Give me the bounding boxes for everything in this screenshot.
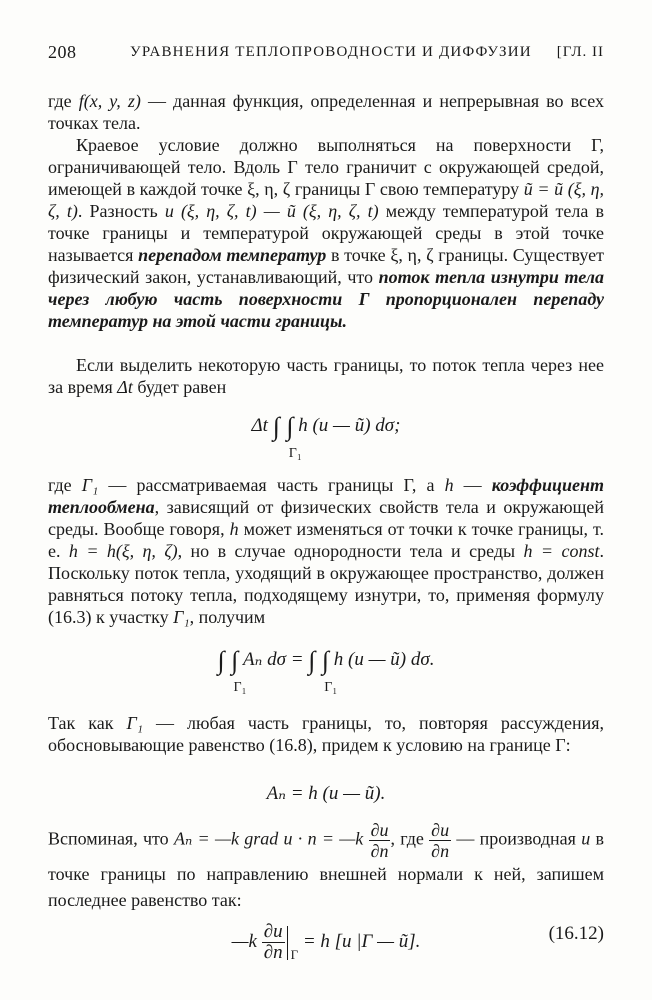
law-emphasis: поток тепла изнутри тела через любую часть поверхности Г пропорционален перепаду температур на этой части границы. [48,267,604,331]
running-title: УРАВНЕНИЯ ТЕПЛОПРОВОДНОСТИ И ДИФФУЗИИ [130,44,532,60]
running-header [48,42,604,68]
paragraph-5: Так как Г₁ — любая часть границы, то, повторяя рассуждения, обосновывающие равенство (16.8), придем к условию на границе Г: [48,713,604,755]
paragraph-1: где f(x, y, z) — данная функция, определенная и непрерывная во всех точках тела. [48,91,604,133]
paragraph-4: где Г₁ — рассматриваемая часть границы Г, а h — коэффициент теплообмена, зависящий от физических свойств тела и окружающей среды. Вообще говоря, h может изменяться от точки к точке границы, т. е. h = h(ξ, η, ζ), но в случае однородности тела и среды h = const. Поскольку поток тепла, уходящий в окружающее пространство, должен равняться потоку тепла, подходящему изнутри, то, применяя формулу (16.3) к участку Г₁, получим [48,475,605,627]
term-emphasis: перепадом температур [138,245,327,265]
derivative-fraction: $\frac{\partial u}{\partial n}$ [431,820,450,861]
double-integral: ∫ ∫ Г₁ [217,646,247,695]
paragraph-6: Вспоминая, что Aₙ = —k grad u · n = —k $\frac{\partial u}{\partial n}$ , где $\frac{\partial u}{\partial n}$ — производная u в точке границы по направлению внешней нормали к ней, запишем последнее равенство так: [48,820,604,910]
page-number: 208 [48,42,77,62]
equation-16-12: —k $\frac{\partial u}{\partial n}$ $_Г$ = h [u |Г — ũ]. (16.12) [231,921,604,963]
equation-balance: ∫ ∫ Г₁ Aₙ dσ = ∫ ∫ Г₁ h (u — ũ) dσ. [217,646,435,695]
derivative-fraction: $\frac{\partial u}{\partial n}$ [263,921,283,963]
equation-boundary: Aₙ = h (u — ũ). [266,783,386,804]
double-integral: ∫ ∫ Г₁ [272,412,302,461]
double-integral: ∫ ∫ Г₁ [308,646,338,695]
evaluation-bar [287,926,288,960]
formula: f(x, y, z) [78,91,141,111]
paragraph-2: Краевое условие должно выполняться на поверхности Г, ограничивающей тело. Вдоль Г тело граничит с окружающей средой, имеющей в каждой точке ξ, η, ζ границы Г свою температуру ũ = ũ (ξ, η, ζ, t). Разность u (ξ, η, ζ, t) — ũ (ξ, η, ζ, t) между температурой тела в точке границы и температурой окружающей среды в этой точке называется перепадом температур в точке ξ, η, ζ границы. Существует физический закон, устанавливающий, что поток тепла изнутри тела через любую часть поверхности Г пропорционален перепаду температур на этой части границы. [48,135,605,331]
term-emphasis: коэффициент теплообмена [48,475,605,517]
equation-number: (16.12) [548,923,604,944]
chapter-label: [ГЛ. II [556,44,604,60]
paragraph-3: Если выделить некоторую часть границы, то поток тепла через нее за время Δt будет равен [48,355,604,397]
formula: u (ξ, η, ζ, t) — ũ (ξ, η, ζ, t) [164,201,379,221]
equation-flux: Δt ∫ ∫ Г₁ h (u — ũ) dσ; [251,412,401,461]
derivative-fraction: $\frac{\partial u}{\partial n}$ [370,820,389,861]
formula: ũ = ũ (ξ, η, ζ, t) [48,179,605,221]
